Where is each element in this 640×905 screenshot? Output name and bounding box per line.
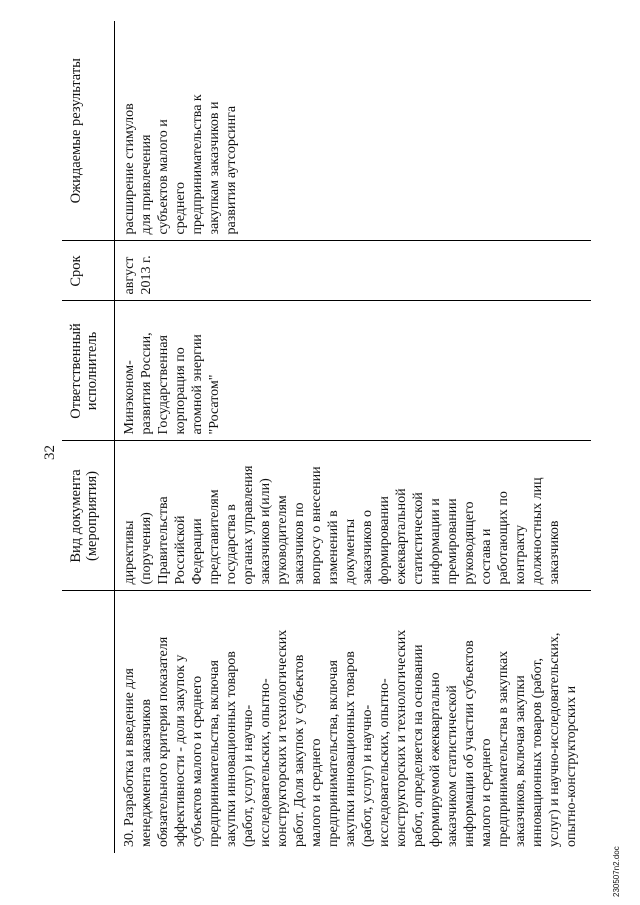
file-footer: 230507n2.doc bbox=[612, 846, 621, 897]
cell-text-line: исследовательских, опытно- bbox=[258, 678, 273, 847]
cell-text-line: развития аутсорсинга bbox=[224, 105, 239, 235]
cell-deadline bbox=[115, 241, 592, 301]
cell-document-type bbox=[115, 441, 592, 591]
cell-text-line: работ. Доля закупок у субъектов bbox=[292, 654, 307, 847]
cell-text-line: исследовательских, опытно- bbox=[377, 678, 392, 847]
cell-text-line: август bbox=[122, 256, 137, 295]
cell-text-line: 2013 г. bbox=[139, 255, 154, 295]
cell-text-line: закупки инновационных товаров bbox=[224, 651, 239, 847]
cell-text-line: изменений в bbox=[326, 510, 341, 585]
cell-text-line: предпринимательства, включая bbox=[207, 660, 222, 847]
cell-text-line: предпринимательства, включая bbox=[326, 660, 341, 847]
page-number: 32 bbox=[42, 445, 58, 460]
cell-text-line: инновационных товаров (работ, bbox=[530, 657, 545, 847]
cell-text-line: (поручения) bbox=[139, 512, 154, 585]
cell-text-line: государства в bbox=[224, 504, 239, 585]
cell-text-line: информации и bbox=[428, 498, 443, 585]
table-row bbox=[115, 21, 592, 853]
cell-text-line: директивы bbox=[122, 520, 137, 585]
cell-text-line: заказчиков о bbox=[360, 509, 375, 585]
cell-text-line: работ, определяется на основании bbox=[411, 644, 426, 847]
cell-text-line: менеджмента заказчиков bbox=[139, 699, 154, 847]
cell-text-line: атомной энергии bbox=[190, 334, 205, 435]
cell-text-line: органах управления bbox=[241, 465, 256, 585]
cell-text-line: обязательного критерия показателя bbox=[156, 636, 171, 847]
cell-text-line: работающих по bbox=[496, 491, 511, 585]
cell-text-line: Правительства bbox=[156, 496, 171, 585]
cell-text-line: опытно-конструкторских и bbox=[564, 685, 579, 847]
cell-text-line: документы bbox=[343, 518, 358, 585]
cell-text-line: заказчиков по bbox=[292, 502, 307, 585]
cell-text-line: малого и среднего bbox=[309, 738, 324, 847]
cell-text-line: Федерации bbox=[190, 518, 205, 585]
cell-text-line: расширение стимулов bbox=[122, 103, 137, 235]
cell-text-line: для привлечения bbox=[139, 134, 154, 235]
action-plan-table bbox=[62, 21, 591, 853]
cell-text-line: представителям bbox=[207, 489, 222, 585]
header-expected-results: Ожидаемые результаты bbox=[62, 21, 115, 241]
cell-text-line: услуг) и научно-исследовательских, bbox=[547, 632, 562, 847]
cell-text-line: заказчиков и(или) bbox=[258, 478, 273, 585]
header-deadline: Срок bbox=[62, 241, 115, 301]
cell-text-line: премировании bbox=[445, 498, 460, 585]
cell-text-line: контракту bbox=[513, 524, 528, 585]
cell-text-line: закупкам заказчиков и bbox=[207, 101, 222, 235]
cell-text-line: Российской bbox=[173, 515, 188, 585]
cell-text-line: Минэконом- bbox=[122, 360, 137, 435]
cell-text-line: статистической bbox=[411, 492, 426, 585]
cell-text-line: руководящего bbox=[462, 501, 477, 585]
cell-text-line: формируемой ежеквартально bbox=[428, 672, 443, 847]
cell-responsible bbox=[115, 301, 592, 441]
cell-text-line: заказчиком статистической bbox=[445, 685, 460, 847]
table-header-row bbox=[62, 21, 115, 853]
header-measure bbox=[62, 591, 115, 853]
cell-text-line: среднего bbox=[173, 182, 188, 235]
cell-text-line: состава и bbox=[479, 528, 494, 585]
header-document-type: Вид документа (мероприятия) bbox=[62, 441, 115, 591]
cell-text-line: должностных лиц bbox=[530, 477, 545, 585]
header-responsible: Ответственный исполнитель bbox=[62, 301, 115, 441]
cell-measure bbox=[115, 591, 592, 853]
cell-text-line: формировании bbox=[377, 496, 392, 585]
cell-text-line: предпринимательства к bbox=[190, 94, 205, 235]
cell-text-line: Государственная bbox=[156, 335, 171, 435]
cell-text-line: малого и среднего bbox=[479, 738, 494, 847]
cell-text-line: ежеквартальной bbox=[394, 488, 409, 585]
cell-text-line: конструкторских и технологических bbox=[394, 629, 409, 847]
cell-text-line: руководителям bbox=[275, 495, 290, 585]
cell-text-line: "Росатом" bbox=[207, 374, 222, 435]
cell-text-line: развития России, bbox=[139, 332, 154, 435]
cell-text-line: эффективности - доли закупок у bbox=[173, 654, 188, 847]
cell-text-line: (работ, услуг) и научно- bbox=[360, 704, 375, 847]
cell-text-line: 30. Разработка и введение для bbox=[122, 668, 137, 847]
cell-text-line: информации об участии субъектов bbox=[462, 640, 477, 847]
cell-text-line: субъектов малого и среднего bbox=[190, 675, 205, 847]
cell-text-line: (работ, услуг) и научно- bbox=[241, 704, 256, 847]
cell-text-line: закупки инновационных товаров bbox=[343, 651, 358, 847]
cell-text-line: вопросу о внесении bbox=[309, 466, 324, 585]
cell-expected-results bbox=[115, 21, 592, 241]
cell-text-line: заказчиков bbox=[547, 520, 562, 585]
cell-text-line: корпорация по bbox=[173, 347, 188, 435]
cell-text-line: заказчиков, включая закупки bbox=[513, 675, 528, 847]
cell-text-line: конструкторских и технологических bbox=[275, 629, 290, 847]
cell-text-line: предпринимательства в закупках bbox=[496, 650, 511, 847]
cell-text-line: субъектов малого и bbox=[156, 119, 171, 235]
